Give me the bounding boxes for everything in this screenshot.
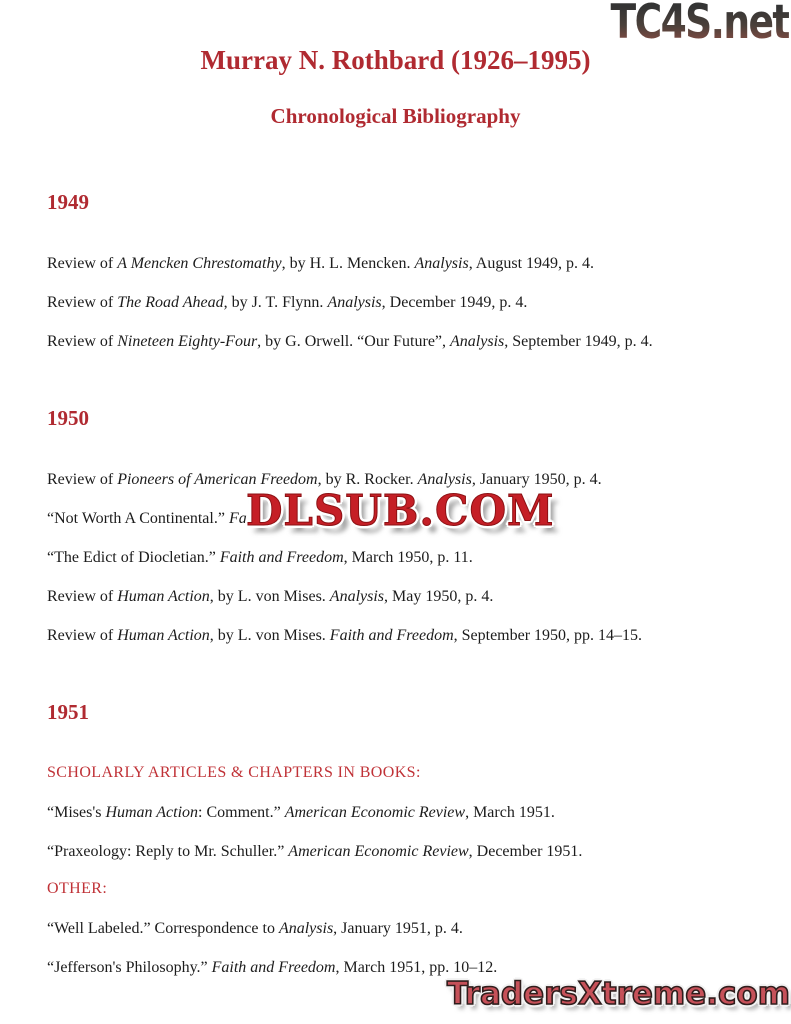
work-title: Human Action xyxy=(105,804,199,821)
entry-text: “Not Worth A Continental.” xyxy=(47,510,229,527)
bibliography-entry xyxy=(47,293,751,313)
bibliography-entry xyxy=(47,803,751,823)
entry-text: , May 1950, p. 4. xyxy=(384,588,494,605)
entry-text: “Mises's xyxy=(47,804,106,821)
entry-text: , March 1950, p. 11. xyxy=(343,549,473,566)
work-title: Analysis xyxy=(450,333,505,350)
entry-text: , January 1951, p. 4. xyxy=(333,920,463,937)
entry-text: , September 1950, pp. 14–15. xyxy=(453,627,643,644)
entry-text: : Comment.” xyxy=(198,804,285,821)
entry-text: , by L. von Mises. xyxy=(209,588,330,605)
page-title: Murray N. Rothbard (1926–1995) xyxy=(200,45,591,75)
bibliography-entry xyxy=(47,626,751,646)
entry-text: , December 1951. xyxy=(468,843,583,860)
work-title: Faith and Freedom xyxy=(211,959,336,976)
entry-text: Review of xyxy=(47,471,118,488)
work-title: A Mencken Chrestomathy xyxy=(117,255,282,272)
work-title: Human Action xyxy=(117,588,210,605)
bibliography-entry xyxy=(47,548,751,568)
work-title: Analysis xyxy=(329,588,385,605)
entry-text: Review of xyxy=(47,294,118,311)
entry-text: , August 1949, p. 4. xyxy=(468,255,595,272)
entry-text: “Praxeology: Reply to Mr. Schuller.” xyxy=(47,843,289,860)
year-heading: 1951 xyxy=(47,700,89,724)
work-title: Analysis xyxy=(417,471,472,488)
entry-text: , December 1949, p. 4. xyxy=(381,294,528,311)
entry-text: , March 1951, pp. 10–12. xyxy=(335,959,498,976)
work-title: Nineteen Eighty-Four xyxy=(117,333,258,350)
work-title: American Economic Review xyxy=(288,843,469,860)
tradersxtreme-watermark: TradersXtreme.com xyxy=(446,976,790,1012)
work-title: Analysis xyxy=(327,294,382,311)
work-title: American Economic Review xyxy=(284,804,466,821)
entry-text: , by H. L. Mencken. xyxy=(281,255,415,272)
bibliography-entry xyxy=(47,919,751,939)
entry-text: “Jefferson's Philosophy.” xyxy=(47,959,212,976)
work-title: Fa xyxy=(228,510,247,527)
work-title: The Road Ahead xyxy=(117,294,224,311)
entry-text: Review of xyxy=(47,627,118,644)
bibliography-entry xyxy=(47,332,751,352)
category-subheading: SCHOLARLY ARTICLES & CHAPTERS IN BOOKS: xyxy=(47,764,421,781)
dlsub-watermark: DLSUB.COM xyxy=(246,486,555,535)
entry-text: , by J. T. Flynn. xyxy=(223,294,328,311)
year-heading: 1950 xyxy=(47,406,89,430)
work-title: Analysis xyxy=(278,920,334,937)
year-heading: 1949 xyxy=(47,190,89,214)
tc4s-watermark: TC4S.net xyxy=(610,0,789,50)
work-title: Pioneers of American Freedom xyxy=(117,471,318,488)
bibliography-entry xyxy=(47,842,751,862)
entry-text: , January 1950, p. 4. xyxy=(471,471,602,488)
entry-text: Review of xyxy=(47,588,118,605)
entry-text: “Well Labeled.” Correspondence to xyxy=(47,920,279,937)
work-title: Analysis xyxy=(414,255,469,272)
bibliography-entry xyxy=(47,587,751,607)
entry-text: Review of xyxy=(47,333,118,350)
page-subtitle: Chronological Bibliography xyxy=(270,104,521,128)
work-title: Faith and Freedom xyxy=(219,549,344,566)
entry-text: , by L. von Mises. xyxy=(209,627,330,644)
entry-text: , by R. Rocker. xyxy=(317,471,418,488)
entry-text: , by G. Orwell. “Our Future”, xyxy=(257,333,451,350)
entry-text: Review of xyxy=(47,255,118,272)
work-title: Human Action xyxy=(117,627,210,644)
bibliography-entry xyxy=(47,254,751,274)
entry-text: , March 1951. xyxy=(465,804,555,821)
work-title: Faith and Freedom xyxy=(329,627,454,644)
entry-text: “The Edict of Diocletian.” xyxy=(47,549,220,566)
bibliography-content xyxy=(47,190,751,978)
category-subheading: OTHER: xyxy=(47,880,108,897)
entry-text: , September 1949, p. 4. xyxy=(504,333,653,350)
